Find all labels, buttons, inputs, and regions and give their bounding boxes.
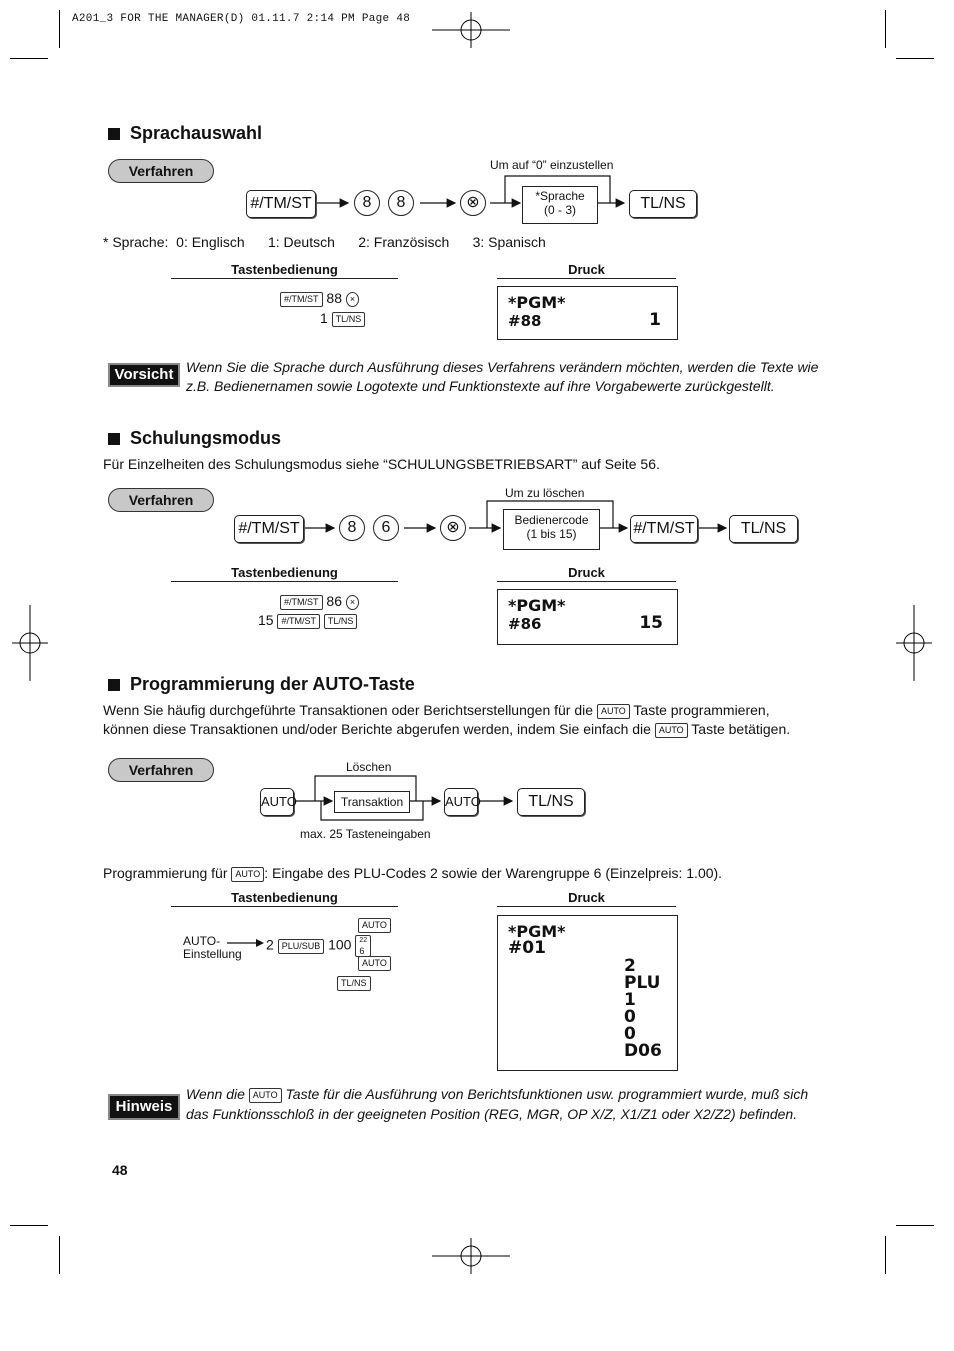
print-line: D06 [624,1041,662,1061]
crop-mark [896,1225,934,1226]
operator-code-box: Bedienercode (1 bis 15) [503,509,600,550]
caution-label: Vorsicht [108,363,180,387]
print-line: 1 [624,990,636,1010]
crop-mark [59,1236,60,1274]
section-intro: Für Einzelheiten des Schulungsmodus siehe “SCHULUNGSBETRIEBSART” auf Seite 56. [103,456,660,472]
loop-label: Um auf “0” einzustellen [490,158,614,172]
caution-text: Wenn Sie die Sprache durch Ausführung dieses Verfahrens verändern möchten, werden die Texte wie z.B. Bedienernamen sowie Logotexte und Funktionstexte auf ihre Vorgabewerte zurückgestellt. [186,359,819,394]
key-8: 8 [354,190,380,216]
receipt-print [497,915,678,1071]
section-heading-auto-taste: Programmierung der AUTO-Taste [108,674,415,695]
tm-st-key: #/TM/ST [246,190,316,218]
key-operation-row: 2 PLU/SUB 100 $^{22}$ 6 [266,935,371,957]
page-number: 48 [112,1162,128,1178]
mini-multiply-key-icon: × [346,595,359,610]
section-heading-schulungsmodus: Schulungsmodus [108,428,281,449]
mini-tl-ns-key: TL/NS [337,976,371,991]
procedure-label: Verfahren [108,758,214,782]
procedure-label: Verfahren [108,159,214,183]
procedure-label: Verfahren [108,488,214,512]
mini-auto-key: AUTO [358,918,391,933]
language-code-box: *Sprache (0 - 3) [522,186,598,224]
mini-tm-st-key: #/TM/ST [280,595,323,610]
tl-ns-key: TL/NS [517,788,585,816]
tm-st-key: #/TM/ST [630,515,698,543]
key-operation-row: #/TM/ST 86 × [280,593,359,610]
print-line: #86 [508,615,542,633]
mini-auto-key: AUTO [358,956,391,971]
example-description: Programmierung für AUTO : Eingabe des PLU-Codes 2 sowie der Warengruppe 6 (Einzelpreis: 1.00). [103,865,723,881]
tm-st-key: #/TM/ST [234,515,304,543]
note-text: Wenn die AUTO Taste für die Ausführung von Berichtsfunktionen usw. programmiert wurde, muß sich [186,1086,809,1102]
tl-ns-key: TL/NS [629,190,697,218]
key-operation-heading: Tastenbedienung [171,262,398,279]
section-heading-sprachauswahl: Sprachauswahl [108,123,262,144]
print-heading: Druck [497,890,676,907]
print-line: 15 [639,613,663,633]
key-6: 6 [373,515,399,541]
mini-tm-st-key: #/TM/ST [277,614,320,629]
auto-key: AUTO [260,788,294,816]
mini-department-key: $^{22}$ 6 [355,935,371,957]
transaction-box: Transaktion [334,791,410,813]
loop-label: Löschen [346,760,392,774]
loop-label: Um zu löschen [505,486,585,500]
mini-auto-key: AUTO [597,704,630,719]
key-8: 8 [388,190,414,216]
print-line: *PGM* [508,596,566,615]
crop-mark [10,1225,48,1226]
mini-auto-key: AUTO [655,723,688,738]
print-header: A201_3 FOR THE MANAGER(D) 01.11.7 2:14 PM Page 48 [72,13,411,25]
key-operation-row: 1 TL/NS [320,310,365,327]
mini-plu-sub-key: PLU/SUB [278,939,325,954]
key-operation-row: #/TM/ST 88 × [280,290,359,307]
key-operation-row: 15 #/TM/ST TL/NS [258,612,357,629]
mini-auto-key: AUTO [231,867,264,882]
print-line: 0 [624,1007,636,1027]
key-operation-heading: Tastenbedienung [171,565,398,582]
mini-tl-ns-key: TL/NS [332,312,366,327]
max-entries-label: max. 25 Tasteneingaben [300,827,431,841]
registration-mark-bottom [430,1236,514,1276]
auto-key: AUTO [444,788,478,816]
mini-multiply-key-icon: × [346,292,359,307]
crop-mark [885,1236,886,1274]
setting-arrow [226,938,266,948]
note-label: Hinweis [108,1094,180,1120]
print-line: #01 [508,938,546,958]
tl-ns-key: TL/NS [729,515,798,543]
print-line: 0 [624,1024,636,1044]
print-line: *PGM* [508,293,566,312]
multiply-key-icon: ⊗ [440,515,466,541]
mini-tl-ns-key: TL/NS [324,614,358,629]
section-intro: Wenn Sie häufig durchgeführte Transaktionen oder Berichtserstellungen für die AUTO Taste programmieren, [103,702,770,718]
multiply-key-icon: ⊗ [460,190,486,216]
print-line: 2 [624,956,636,976]
key-operation-heading: Tastenbedienung [171,890,398,907]
auto-setting-label: AUTO- Einstellung [183,934,242,961]
note-text: das Funktionsschloß in der geeigneten Position (REG, MGR, OP X/Z, X1/Z1 oder X2/Z2) befinden. [186,1106,798,1122]
mini-auto-key: AUTO [249,1088,282,1103]
print-line: PLU [624,973,661,993]
print-heading: Druck [497,565,676,582]
print-line: *PGM* [508,922,566,941]
mini-tm-st-key: #/TM/ST [280,292,323,307]
print-line: 1 [649,310,661,330]
key-8: 8 [339,515,365,541]
print-heading: Druck [497,262,676,279]
section-intro: können diese Transaktionen und/oder Berichte abgerufen werden, indem Sie einfach die AUTO Taste betätigen. [103,721,791,737]
language-note: * Sprache: 0: Englisch 1: Deutsch 2: Französisch 3: Spanisch [103,234,546,250]
print-line: #88 [508,312,542,330]
